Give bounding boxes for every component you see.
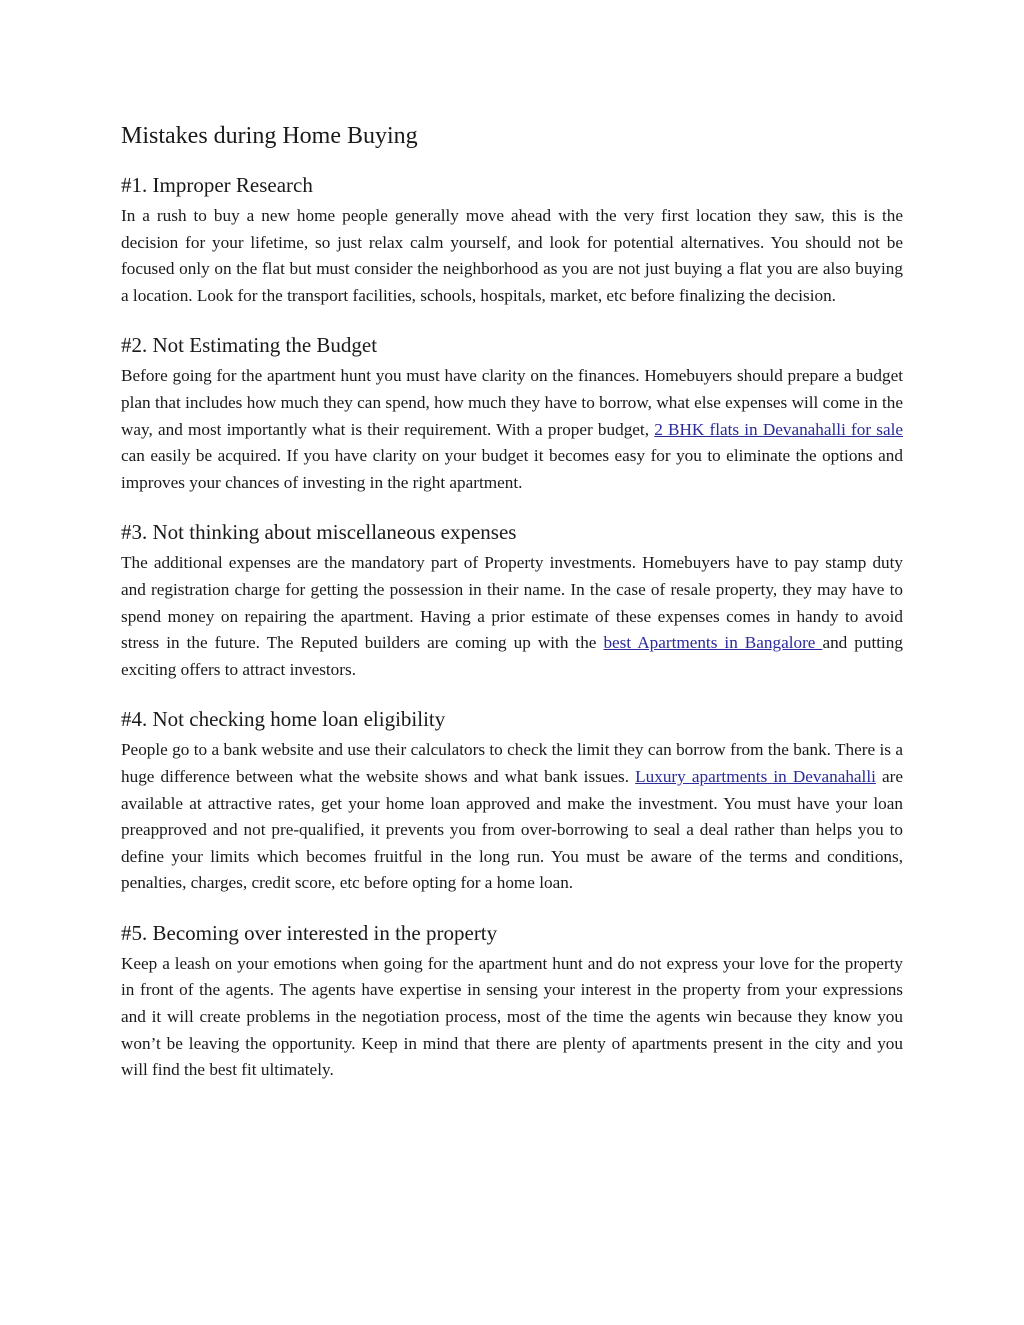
paragraph-text: Before going for the apartment hunt you must have clarity on the finances. Homebuyers should prepare a budget plan that includes how much they can spend, how much they have to borrow, what else expenses will come in the way, and most importantly what is their requirement. With a proper budget, xyxy=(121,366,903,439)
paragraph-text: Keep a leash on your emotions when going for the apartment hunt and do not express your love for the property in front of the agents. The agents have expertise in sensing your interest in the property from your expressions and it will create problems in the negotiation process, most of the time the agents win because they know you won’t be leaving the opportunity. Keep in mind that there are plenty of apartments present in the city and you will find the best fit ultimately. xyxy=(121,953,903,1080)
section-heading: #5. Becoming over interested in the property xyxy=(121,920,498,945)
section-paragraph xyxy=(121,737,903,897)
section-not-estimating-budget xyxy=(121,328,903,496)
section-heading: #2. Not Estimating the Budget xyxy=(121,333,378,358)
link-luxury-apartments-devanahalli[interactable]: Luxury apartments in Devanahalli xyxy=(635,766,876,786)
section-heading: #1. Improper Research xyxy=(121,173,313,197)
paragraph-text: can easily be acquired. If you have clarity on your budget it becomes easy for you to eliminate the options and improves your chances of investing in the right apartment. xyxy=(121,446,903,492)
section-home-loan-eligibility xyxy=(121,702,903,897)
link-2bhk-flats-devanahalli[interactable]: 2 BHK flats in Devanahalli for sale xyxy=(654,419,903,439)
document-title: Mistakes during Home Buying xyxy=(121,123,418,149)
section-paragraph xyxy=(121,363,903,496)
section-miscellaneous-expenses xyxy=(121,515,903,683)
section-improper-research xyxy=(121,168,903,309)
document-page xyxy=(121,118,903,1103)
link-best-apartments-bangalore[interactable]: best Apartments in Bangalore xyxy=(603,633,823,653)
section-paragraph xyxy=(121,951,903,1084)
paragraph-text: In a rush to buy a new home people generally move ahead with the very first location they saw, this is the decision for your lifetime, so just relax calm yourself, and look for potential alternatives. You should not be focused only on the flat but must consider the neighborhood as you are not just buying a flat you are also buying a location. Look for the transport facilities, schools, hospitals, market, etc before finalizing the decision. xyxy=(121,206,903,305)
section-paragraph xyxy=(121,550,903,683)
section-paragraph xyxy=(121,203,903,309)
section-over-interested xyxy=(121,916,903,1084)
paragraph-text: People go to a bank website and use their calculators to check the limit they can borrow from the bank. There is a huge difference between what the website shows and what bank issues. xyxy=(121,740,903,786)
paragraph-text: are available at attractive rates, get your home loan approved and make the investment. You must have your loan preapproved and not pre-qualified, it prevents you from over-borrowing to seal a deal rather than helps you to define your limits which becomes fruitful in the long run. You must be aware of the terms and conditions, penalties, charges, credit score, etc before opting for a home loan. xyxy=(121,766,903,893)
section-heading: #3. Not thinking about miscellaneous expenses xyxy=(121,520,517,545)
paragraph-text: and putting exciting offers to attract investors. xyxy=(121,633,903,679)
paragraph-text: The additional expenses are the mandatory part of Property investments. Homebuyers have to pay stamp duty and registration charge for getting the possession in their name. In the case of resale property, they may have to spend money on repairing the apartment. Having a prior estimate of these expenses comes in handy to avoid stress in the future. The Reputed builders are coming up with the xyxy=(121,553,903,653)
section-heading: #4. Not checking home loan eligibility xyxy=(121,707,446,732)
